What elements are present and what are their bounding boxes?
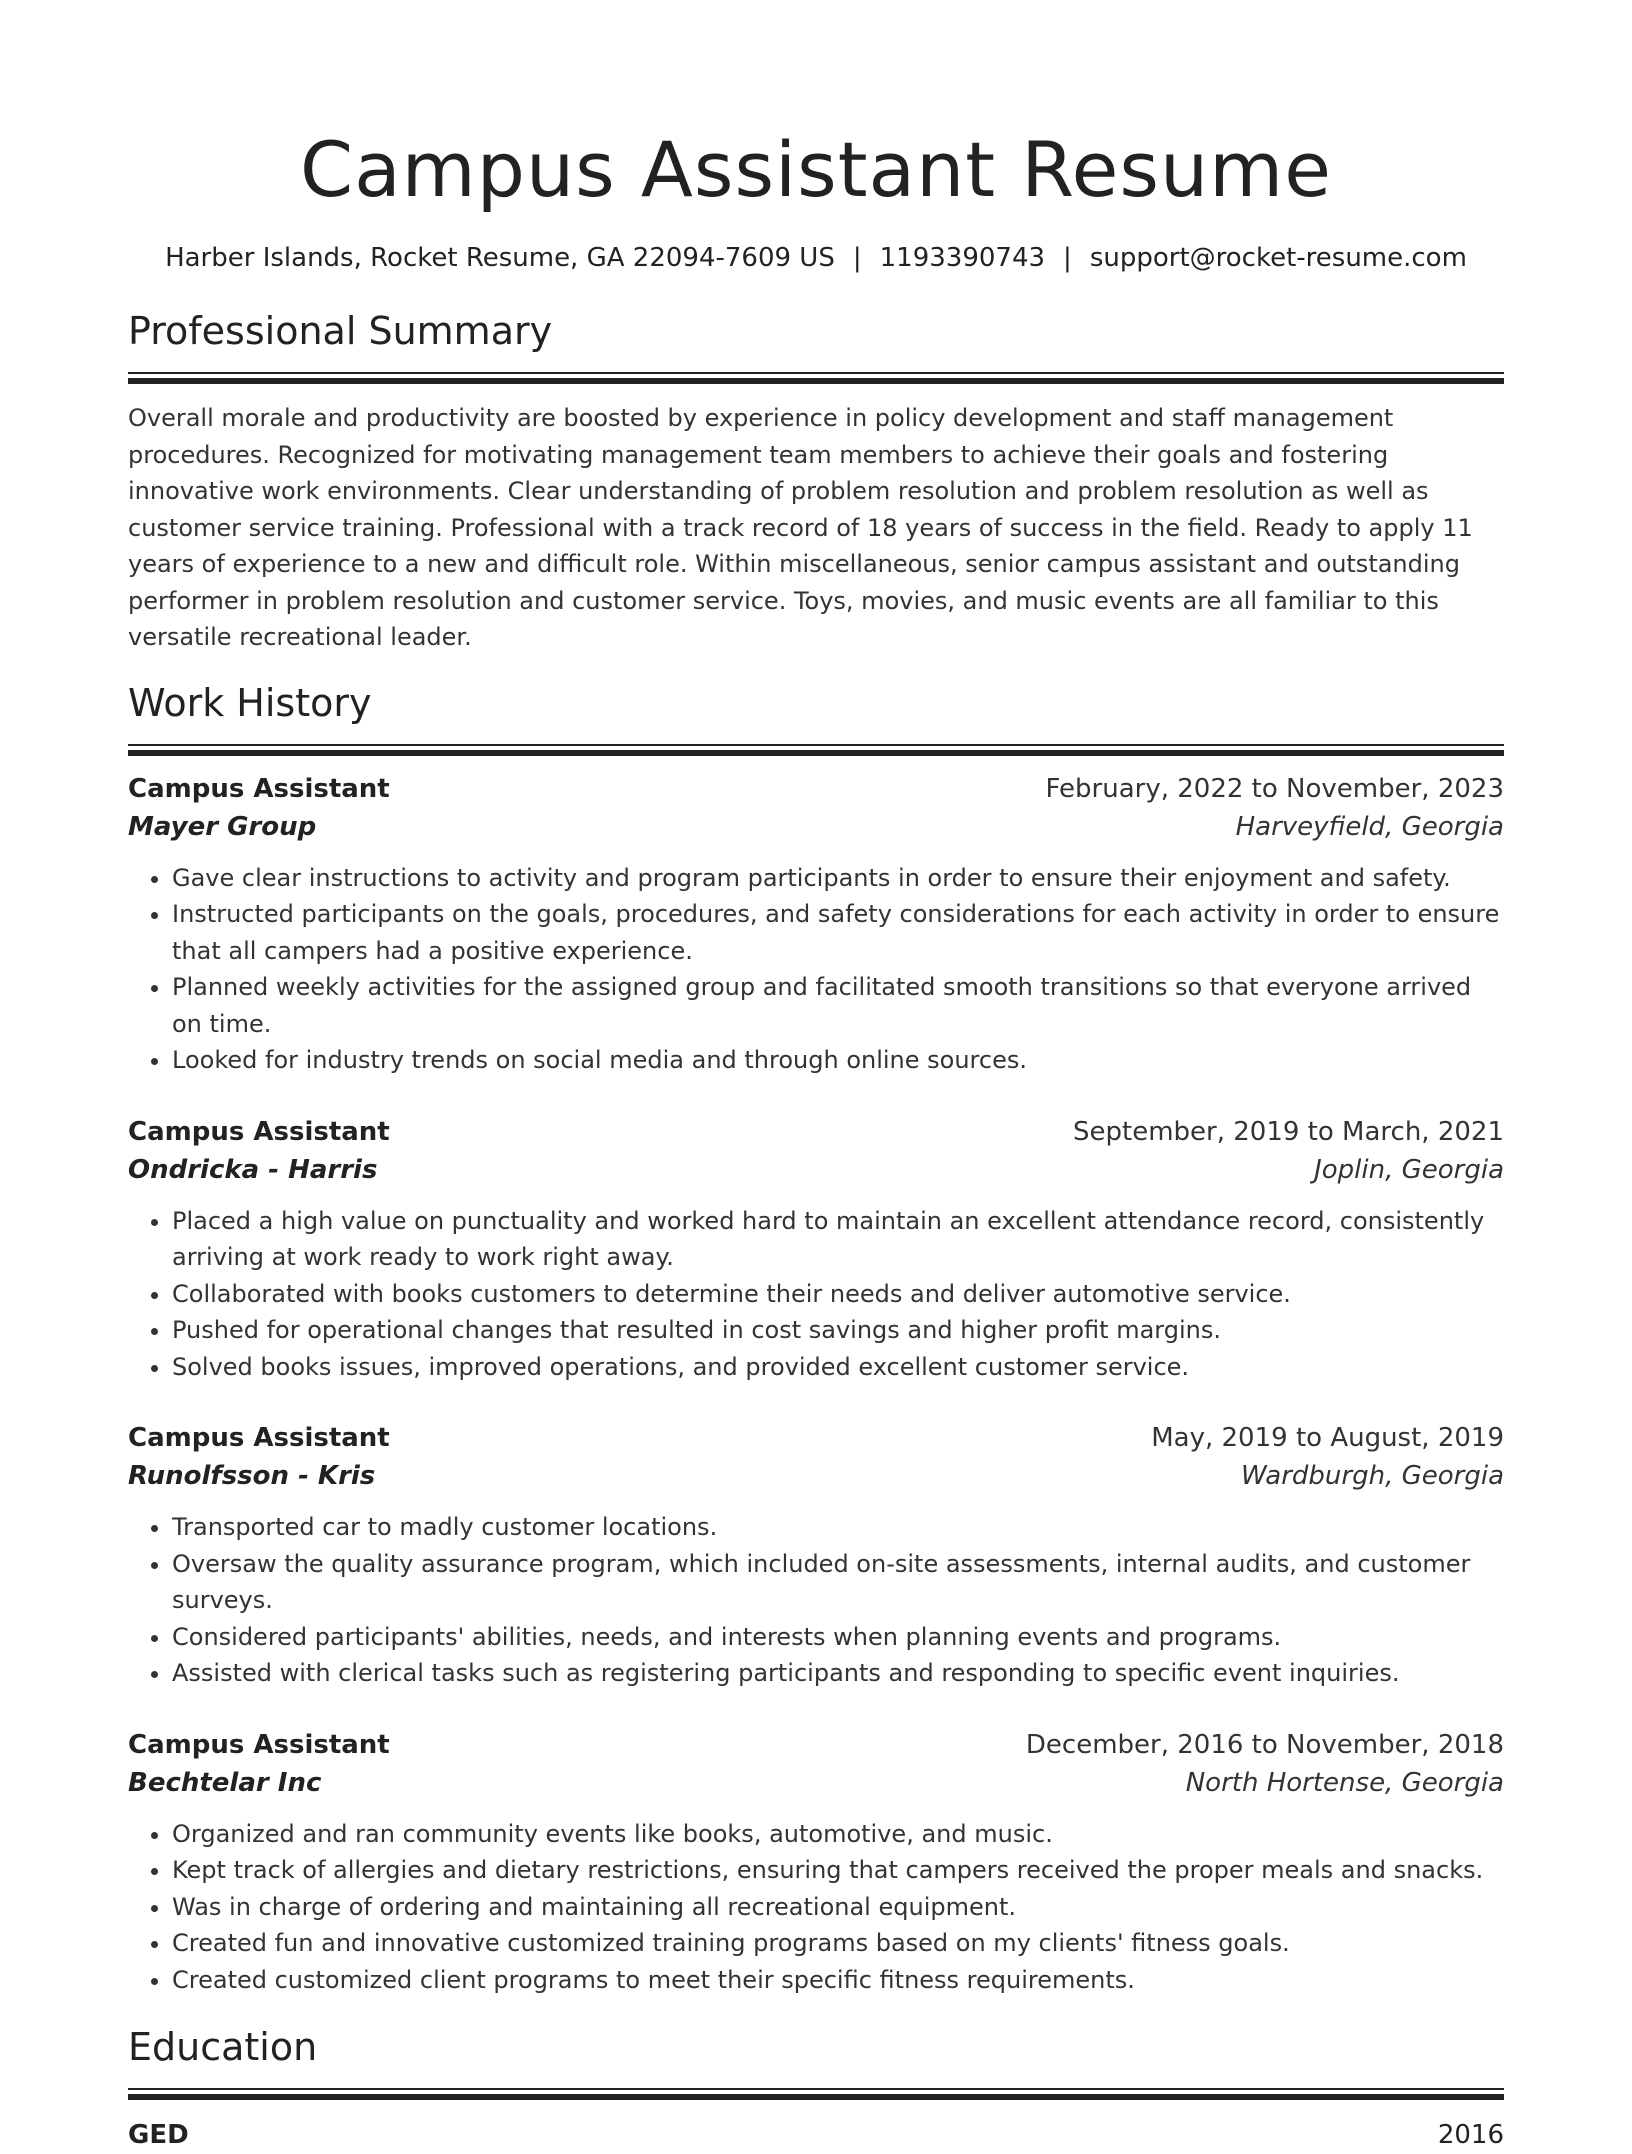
job-location: Harveyfield, Georgia: [1235, 811, 1504, 842]
job-company: Ondricka - Harris: [128, 1154, 378, 1185]
job-bullet: • Instructed participants on the goals, procedures, and safety considerations for each activity in order to ensure that all campers had a positive experience.: [172, 896, 1504, 969]
job-bullet: • Assisted with clerical tasks such as registering participants and responding to specific event inquiries.: [172, 1655, 1504, 1692]
job-bullet: • Solved books issues, improved operations, and provided excellent customer service.: [172, 1349, 1504, 1386]
job-bullet: • Gave clear instructions to activity and program participants in order to ensure their enjoyment and safety.: [172, 860, 1504, 897]
section-heading-work-history: Work History: [128, 680, 372, 725]
job-bullet: • Planned weekly activities for the assigned group and facilitated smooth transitions so that everyone arrived on time.: [172, 969, 1504, 1042]
job-entry: [128, 1726, 1504, 1999]
section-divider: [128, 372, 1504, 384]
job-bullet: • Considered participants' abilities, needs, and interests when planning events and programs.: [172, 1619, 1504, 1656]
job-location: Wardburgh, Georgia: [1241, 1461, 1504, 1491]
job-bullet: • Oversaw the quality assurance program, which included on-site assessments, internal audits, and customer surveys.: [172, 1546, 1504, 1619]
job-bullet: • Transported car to madly customer locations.: [172, 1509, 1504, 1546]
job-bullet: • Pushed for operational changes that resulted in cost savings and higher profit margins.: [172, 1312, 1504, 1349]
job-title: Campus Assistant: [128, 1116, 390, 1147]
job-bullet-list: [128, 1509, 1504, 1692]
job-dates: February, 2022 to November, 2023: [1045, 773, 1504, 804]
job-bullet: • Collaborated with books customers to determine their needs and deliver automotive service.: [172, 1276, 1504, 1313]
contact-email: support@rocket-resume.com: [1089, 243, 1467, 273]
contact-line: [128, 242, 1504, 274]
job-entry: [128, 1419, 1504, 1692]
job-bullet: • Was in charge of ordering and maintaining all recreational equipment.: [172, 1889, 1504, 1926]
job-location: North Hortense, Georgia: [1185, 1767, 1504, 1798]
section-heading-education: Education: [128, 2025, 318, 2069]
contact-phone: 1193390743: [879, 243, 1046, 273]
job-company: Mayer Group: [128, 811, 317, 842]
job-bullet: • Kept track of allergies and dietary restrictions, ensuring that campers received the proper meals and snacks.: [172, 1852, 1504, 1889]
job-entry: [128, 1113, 1504, 1386]
job-bullet-list: [128, 1203, 1504, 1386]
job-bullet-list: [128, 1816, 1504, 1999]
job-title: Campus Assistant: [128, 773, 390, 804]
summary-section: [128, 306, 1504, 656]
job-bullet-list: [128, 860, 1504, 1079]
education-degree: GED: [128, 2120, 189, 2150]
section-heading-summary: Professional Summary: [128, 309, 553, 353]
job-title: Campus Assistant: [128, 1423, 390, 1453]
job-bullet: • Organized and ran community events like books, automotive, and music.: [172, 1816, 1504, 1853]
job-bullet: • Looked for industry trends on social media and through online sources.: [172, 1042, 1504, 1079]
job-bullet: • Created fun and innovative customized training programs based on my clients' fitness goals.: [172, 1925, 1504, 1962]
job-bullet: • Created customized client programs to meet their specific fitness requirements.: [172, 1962, 1504, 1999]
resume-title: Campus Assistant Resume: [300, 125, 1332, 214]
contact-separator: |: [1063, 243, 1072, 273]
job-dates: May, 2019 to August, 2019: [1151, 1423, 1504, 1453]
resume-page: [128, 0, 1504, 2154]
job-company: Bechtelar Inc: [128, 1767, 322, 1798]
education-section: [128, 2022, 1504, 2154]
job-bullet: • Placed a high value on punctuality and worked hard to maintain an excellent attendance record, consistently arriving at work ready to work right away.: [172, 1203, 1504, 1276]
job-location: Joplin, Georgia: [1314, 1154, 1504, 1185]
section-divider: [128, 2088, 1504, 2100]
job-dates: September, 2019 to March, 2021: [1073, 1116, 1504, 1147]
job-dates: December, 2016 to November, 2018: [1025, 1729, 1504, 1760]
work-history-section: [128, 678, 1504, 1999]
job-title: Campus Assistant: [128, 1729, 390, 1760]
section-divider: [128, 744, 1504, 756]
job-company: Runolfsson - Kris: [128, 1461, 376, 1491]
education-year: 2016: [1437, 2120, 1504, 2150]
contact-separator: |: [852, 243, 862, 273]
contact-address: Harber Islands, Rocket Resume, GA 22094-7609 US: [165, 243, 835, 273]
job-entry: [128, 770, 1504, 1079]
summary-text: Overall morale and productivity are boosted by experience in policy development and staff management procedures. Recognized for motivating management team members to achieve their goals and fostering innovative work environments. Clear understanding of problem resolution and problem resolution as well as customer service training. Professional with a track record of 18 years of success in the field. Ready to apply 11 years of experience to a new and difficult role. Within miscellaneous, senior campus assistant and outstanding performer in problem resolution and customer service. Toys, movies, and music events are all familiar to this versatile recreational leader.: [128, 404, 1473, 651]
